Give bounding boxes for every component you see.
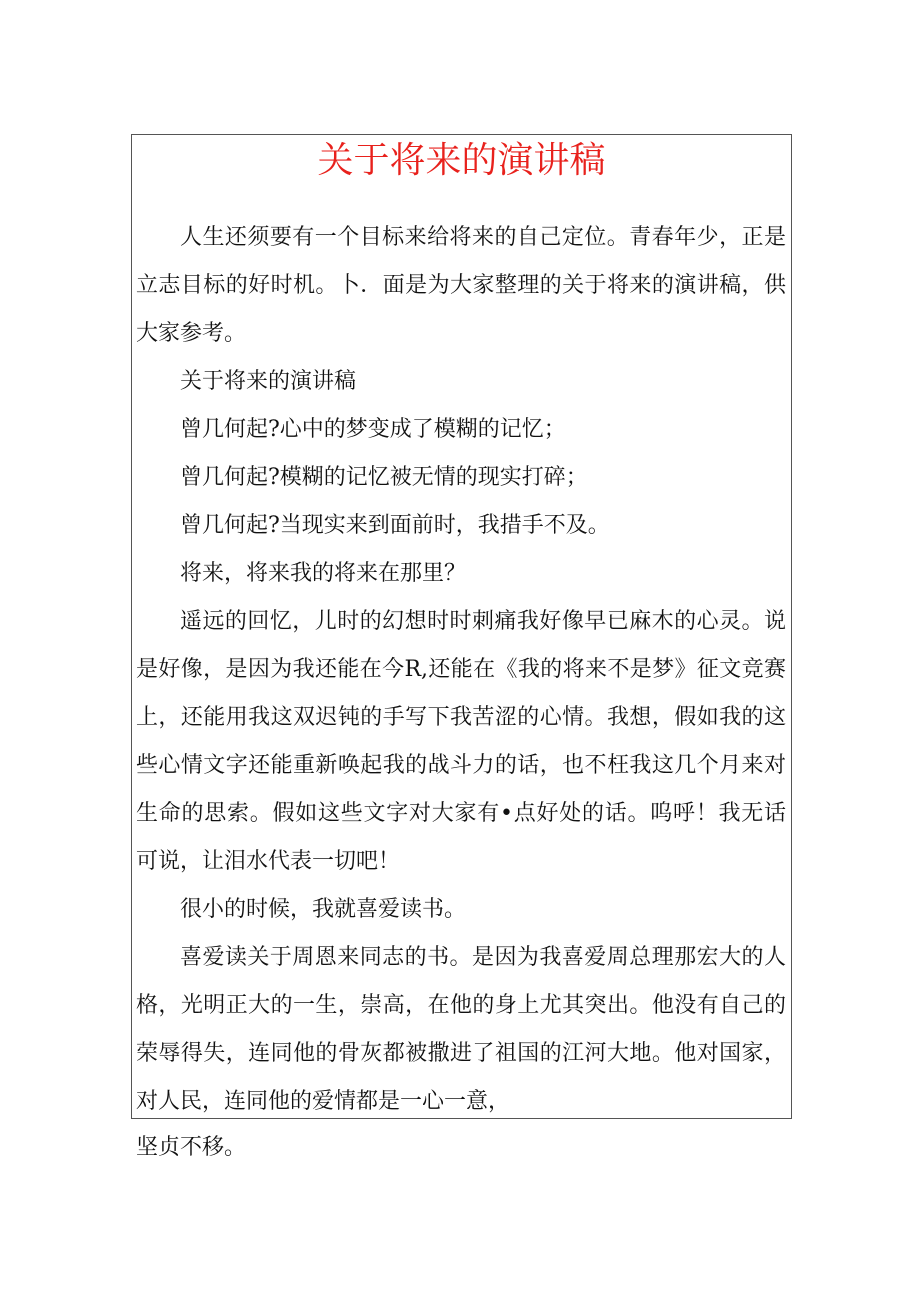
paragraph-continuation: 坚贞不移。 <box>136 1135 247 1160</box>
paragraph-question: 将来，将来我的将来在那里？ <box>180 561 467 586</box>
document-body <box>136 214 786 1126</box>
document-title: 关于将来的演讲稿 <box>317 140 606 181</box>
paragraph-intro: 人生还须要有一个目标来给将来的自己定位。青春年少，正是立志目标的好时机。卜．面是为大家整理的关于将来的演讲稿，供大家参考。 <box>136 225 786 346</box>
paragraph-line-2: 曾几何起?模糊的记忆被无情的现实打碎； <box>180 465 588 490</box>
paragraph-line-1: 曾几何起?心中的梦变成了模糊的记忆； <box>180 417 566 442</box>
paragraph-memory: 遥远的回忆，儿时的幻想时时刺痛我好像早已麻木的心灵。说是好像，是因为我还能在今R,还能在《我的将来不是梦》征文竞赛上，还能用我这双迟钝的手写下我苦涩的心情。我想，假如我的这些心情文字还能重新唤起我的战斗力的话，也不枉我这几个月来对生命的思索。假如这些文字对大家有•点好处的话。呜呼！我无话可说，让泪水代表一切吧！ <box>136 609 786 874</box>
paragraph-subtitle: 关于将来的演讲稿 <box>180 369 357 394</box>
paragraph-line-3: 曾几何起?当现实来到面前时，我措手不及。 <box>180 513 610 538</box>
paragraph-reading: 很小的时候，我就喜爱读书。 <box>180 897 467 922</box>
paragraph-zhou: 喜爱读关于周恩来同志的书。是因为我喜爱周总理那宏大的人格，光明正大的一生，崇高，在他的身上尤其突出。他没有自己的荣辱得失，连同他的骨灰都被撒进了祖国的江河大地。他对国家，对人民，连同他的爱情都是一心一意， <box>136 945 786 1114</box>
